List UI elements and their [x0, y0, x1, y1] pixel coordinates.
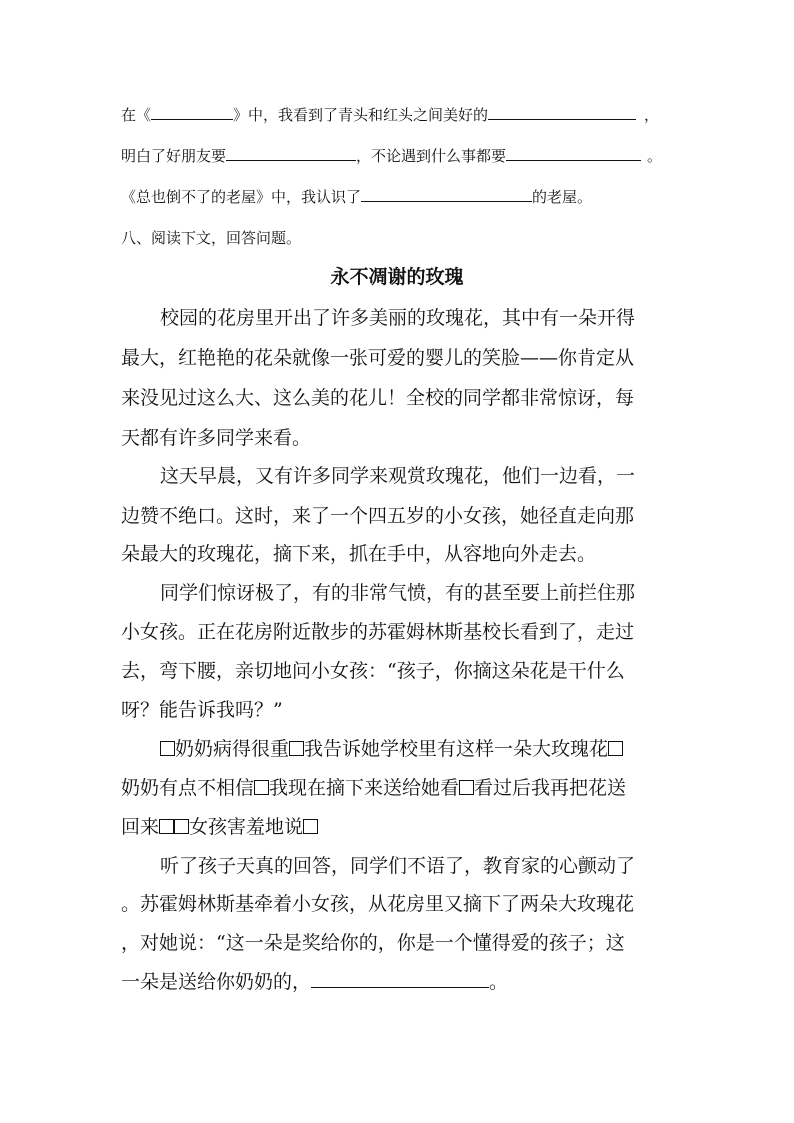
q8-heading: 八、阅读下文，回答问题。	[121, 229, 302, 247]
passage-line: 。苏霍姆林斯基牵着小女孩，从花房里又摘下了两朵大玫瑰花	[121, 893, 635, 915]
passage-line: 最大，红艳艳的花朵就像一张可爱的婴儿的笑脸——你肯定从	[121, 347, 635, 369]
passage-fragment: 回来	[121, 816, 160, 838]
passage-fragment: 奶奶有点不相信	[121, 777, 255, 799]
passage-line: 呀？能告诉我吗？”	[121, 699, 283, 721]
passage-line: 听了孩子天真的回答，同学们不语了，教育家的心颤动了	[160, 855, 636, 877]
passage-line: 这天早晨，又有许多同学来观赏玫瑰花，他们一边看，一	[160, 465, 636, 487]
passage-fragment: 我告诉她学校里有这样一朵大玫瑰花	[304, 738, 609, 760]
q7-text: ，	[644, 106, 660, 124]
q7-text: 《总也倒不了的老屋》中，我认识了	[121, 188, 362, 206]
punctuation-box[interactable]	[254, 780, 269, 795]
punctuation-line-1	[160, 734, 623, 761]
passage-fragment: 奶奶病得很重	[175, 738, 290, 760]
q7-text: 》中，我看到了青头和红头之间美好的	[233, 106, 489, 124]
answer-blank[interactable]	[226, 146, 356, 161]
q7-text: 明白了好朋友要	[121, 147, 227, 165]
answer-blank[interactable]	[506, 146, 641, 161]
answer-blank[interactable]	[488, 105, 636, 120]
punctuation-line-3	[121, 812, 318, 839]
punctuation-line-2	[121, 773, 626, 800]
passage-fragment: 看过后我再把花送	[474, 777, 627, 799]
passage-fragment: 一朵是送给你奶奶的，	[121, 971, 312, 993]
passage-fragment: 我现在摘下来送给她看	[269, 777, 460, 799]
passage-line: 小女孩。正在花房附近散步的苏霍姆林斯基校长看到了，走过	[121, 621, 635, 643]
q7-text: 在《	[121, 106, 152, 124]
q7-text: 。	[647, 147, 663, 165]
q7-text: 的老屋。	[532, 188, 593, 206]
passage-fragment: 女孩害羞地说	[189, 816, 304, 838]
punctuation-box[interactable]	[459, 780, 474, 795]
passage-line: 来没见过这么大、这么美的花儿！全校的同学都非常惊讶，每	[121, 387, 635, 409]
punctuation-box[interactable]	[160, 741, 175, 756]
passage-line: 边赞不绝口。这时，来了一个四五岁的小女孩，她径直走向那	[121, 505, 635, 527]
punctuation-box[interactable]	[159, 819, 174, 834]
passage-line: 同学们惊讶极了，有的非常气愤，有的甚至要上前拦住那	[160, 582, 636, 604]
answer-blank[interactable]	[311, 971, 489, 988]
passage-line: 朵最大的玫瑰花，摘下来，抓在手中，从容地向外走去。	[121, 543, 597, 565]
answer-blank[interactable]	[151, 105, 233, 120]
passage-title: 永不凋谢的玫瑰	[330, 266, 464, 288]
punctuation-box[interactable]	[174, 819, 189, 834]
punctuation-box[interactable]	[608, 741, 623, 756]
q7-line-2	[121, 145, 662, 166]
answer-blank[interactable]	[361, 187, 532, 202]
q7-text: ，不论遇到什么事都要	[356, 147, 507, 165]
passage-last-line	[121, 967, 508, 994]
q7-line-1	[121, 104, 659, 125]
passage-fragment: 。	[489, 971, 509, 993]
passage-line: 去，弯下腰，亲切地问小女孩：“孩子，你摘这朵花是干什么	[121, 660, 625, 682]
passage-line: ，对她说：“这一朵是奖给你的，你是一个懂得爱的孩子；这	[121, 932, 625, 954]
passage-line: 天都有许多同学来看。	[121, 427, 312, 449]
punctuation-box[interactable]	[303, 819, 318, 834]
punctuation-box[interactable]	[289, 741, 304, 756]
passage-line: 校园的花房里开出了许多美丽的玫瑰花，其中有一朵开得	[160, 307, 636, 329]
q7-line-3	[121, 186, 592, 207]
